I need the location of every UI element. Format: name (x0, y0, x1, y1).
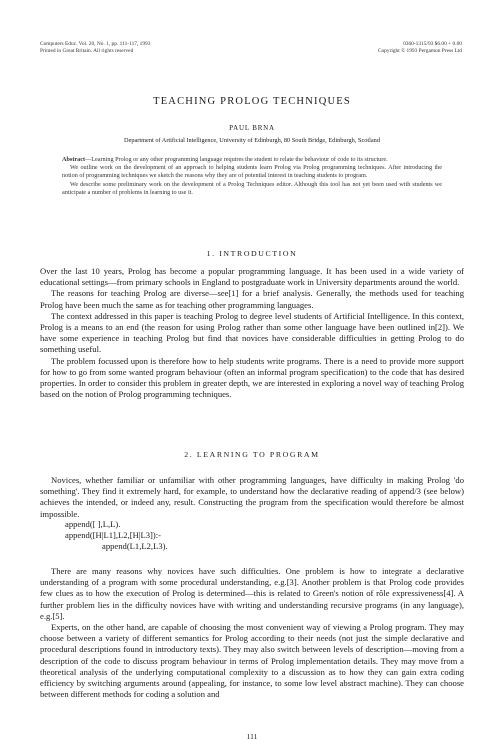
intro-paragraph-2: The reasons for teaching Prolog are diverse—see[1] for a brief analysis. Generally, the methods used for teaching Prolog have been much the same as for teaching other programming languages. (40, 288, 464, 310)
page-number: 111 (246, 732, 258, 741)
abstract-paragraph-2: We outline work on the development of an approach to helping students learn Prolog via Prolog programming techniques. After introducing the notion of programming techniques we sketch the reasons why they are of potential interest in teaching students to program. (62, 164, 442, 180)
code-line-1: append([ ],L,L). (65, 519, 121, 529)
section-heading-learning-to-program: 2. LEARNING TO PROGRAM (184, 450, 320, 459)
abstract-text-1: —Learning Prolog or any other programming language requires the student to relate the behaviour of code to its structure. (85, 156, 388, 163)
intro-paragraph-4: The problem focussed upon is therefore how to help students write programs. There is a need to provide more support for how to go from some wanted program behaviour (often an informal program specification) to the code that has desired properties. In order to consider this problem in greater depth, we are interested in exploring a novel way of teaching Prolog based on the notion of Prolog programming techniques. (40, 355, 464, 400)
journal-citation (40, 41, 150, 55)
intro-paragraph-3: The context addressed in this paper is teaching Prolog to degree level students of Artificial Intelligence. In this context, Prolog is a means to an end (the reason for using Prolog rather than some other language have been outlined in[2]). We have some experience in teaching Prolog but find that novices have considerable difficulties in getting Prolog to do something useful. (40, 310, 464, 355)
citation-line-1: Computers Educ. Vol. 20, No. 1, pp. 111-117, 1993 (40, 41, 151, 47)
section-heading-introduction: 1. INTRODUCTION (206, 249, 298, 258)
learning-paragraph-2: There are many reasons why novices have such difficulties. One problem is how to integrate a declarative understanding of a program with some procedural understanding, e.g.[3]. Another problem is that Prolog code provides few clues as to how the execution of Prolog is determined—this is related to Green's notion of rôle expressiveness[4]. A further problem lies in the difficulty novices have with writing and understanding recursive programs (in any language), e.g.[5]. (40, 566, 464, 621)
paper-title: TEACHING PROLOG TECHNIQUES (153, 96, 351, 107)
learning-paragraph-3: Experts, on the other hand, are capable of choosing the most convenient way of viewing a Prolog program. They may choose between a variety of different semantics for Prolog according to their needs (not just the simple declarative and procedural descriptions found in introductory texts). They may also switch between levels of description—moving from a description of the code to discuss program behaviour in terms of Prolog implementation details. They may move from a theoretical analysis of the underlying computational complexity to a discussion as to how they can gain extra coding efficiency by switching arguments around (appealing, for instance, to some low level abstract machine). They can choose between different methods for coding a solution and (40, 622, 464, 700)
learning-intro-body (40, 475, 464, 520)
code-line-3: append(L1,L2,L3). (102, 541, 168, 552)
author-affiliation: Department of Artificial Intelligence, University of Edinburgh, 80 South Bridge, Edinburgh, Scotland (124, 137, 380, 144)
code-line-2: append([H|L1],L2,[H|L3]):- (65, 530, 162, 541)
abstract-paragraph-3: We describe some preliminary work on the development of a Prolog Techniques editor. Although this tool has not yet been used with students we anticipate a number of problems in learning to use it. (62, 180, 442, 196)
abstract-label: Abstract (62, 156, 86, 163)
code-listing-append (65, 519, 168, 553)
author-name: PAUL BRNA (229, 124, 275, 132)
citation-line-2: Printed in Great Britain. All rights reserved (40, 48, 134, 55)
abstract (62, 156, 442, 197)
copyright-line-1: 0360-1315/93 $6.00 + 0.00 (403, 41, 462, 47)
copyright-notice (378, 41, 462, 55)
learning-continued-body (40, 566, 464, 700)
abstract-paragraph-1 (62, 156, 442, 164)
intro-paragraph-1: Over the last 10 years, Prolog has become a popular programming language. It has been used in a wide variety of educational settings—from primary schools in England to postgraduate work in University departments around the world. (40, 266, 464, 288)
copyright-line-2: Copyright © 1993 Pergamon Press Ltd (377, 48, 462, 55)
introduction-body (40, 266, 464, 400)
learning-paragraph-1: Novices, whether familiar or unfamiliar with other programming languages, have difficulty in making Prolog 'do something'. They find it extremely hard, for example, to understand how the declarative reading of append/3 (see below) achieves the intended, or indeed any, result. Constructing the program from the specification would therefore be almost impossible. (40, 475, 464, 519)
